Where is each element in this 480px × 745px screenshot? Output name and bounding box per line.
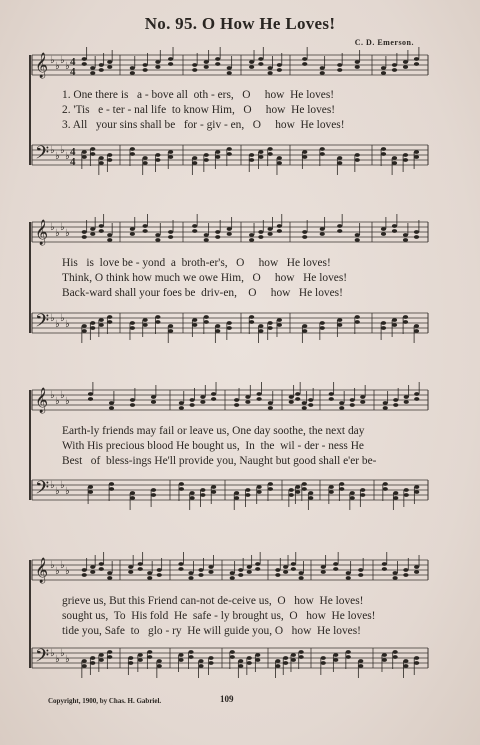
svg-text:♭: ♭: [50, 648, 55, 659]
lyric-line: Back-ward shall your foes be driv-en, O how He loves!: [62, 287, 343, 299]
svg-text:♭: ♭: [65, 654, 70, 665]
lyric-line: His is love be - yond a broth-er's, O how He loves!: [62, 257, 331, 269]
svg-text:♭: ♭: [50, 313, 55, 324]
lyric-line: Best of bless-ings He'll provide you, Naught but good shall e'er be-: [62, 455, 377, 467]
svg-text:♭: ♭: [50, 390, 55, 401]
svg-text:𝄞: 𝄞: [35, 387, 49, 412]
svg-text:♭: ♭: [60, 480, 65, 491]
svg-text:♭: ♭: [50, 222, 55, 233]
hymn-title: No. 95. O How He Loves!: [144, 14, 336, 33]
svg-text:♭: ♭: [55, 566, 60, 577]
composer-credit: C. D. Emerson.: [354, 38, 414, 47]
lyric-line: grieve us, But this Friend can-not de-ceive us, O how He loves!: [62, 595, 364, 607]
svg-text:♭: ♭: [55, 486, 60, 497]
svg-text:♭: ♭: [55, 654, 60, 665]
svg-text:𝄞: 𝄞: [35, 52, 49, 77]
lyric-line: tide you, Safe to glo - ry He will guide you, O how He loves!: [62, 625, 361, 637]
svg-text:♭: ♭: [65, 396, 70, 407]
svg-text:♭: ♭: [50, 55, 55, 66]
svg-text:♭: ♭: [50, 480, 55, 491]
svg-text:♭: ♭: [60, 222, 65, 233]
lyric-line: sought us, To His fold He safe - ly brought us, O how He loves!: [62, 610, 376, 622]
copyright-notice: Copyright, 1900, by Chas. H. Gabriel.: [48, 697, 162, 705]
lyric-line: Earth-ly friends may fail or leave us, One day soothe, the next day: [62, 425, 365, 437]
svg-text:4: 4: [70, 66, 76, 78]
svg-text:4: 4: [70, 56, 76, 68]
svg-text:♭: ♭: [65, 486, 70, 497]
svg-text:♭: ♭: [65, 228, 70, 239]
svg-text:𝄢: 𝄢: [35, 310, 50, 335]
svg-text:𝄞: 𝄞: [35, 557, 49, 582]
svg-text:♭: ♭: [65, 319, 70, 330]
svg-text:♭: ♭: [50, 560, 55, 571]
svg-text:♭: ♭: [65, 61, 70, 72]
svg-text:♭: ♭: [65, 151, 70, 162]
svg-text:♭: ♭: [60, 55, 65, 66]
svg-text:4: 4: [70, 156, 76, 168]
svg-text:♭: ♭: [60, 648, 65, 659]
svg-text:♭: ♭: [60, 390, 65, 401]
svg-text:♭: ♭: [55, 61, 60, 72]
svg-text:𝄢: 𝄢: [35, 142, 50, 167]
svg-text:♭: ♭: [65, 566, 70, 577]
svg-text:𝄢: 𝄢: [35, 645, 50, 670]
lyric-line: 3. All your sins shall be for - giv - en, O how He loves!: [62, 119, 345, 131]
svg-text:♭: ♭: [55, 396, 60, 407]
svg-text:♭: ♭: [60, 145, 65, 156]
lyric-line: 1. One there is a - bove all oth - ers, O how He loves!: [62, 89, 335, 101]
svg-text:♭: ♭: [60, 313, 65, 324]
svg-text:4: 4: [70, 146, 76, 158]
lyric-line: 2. 'Tis e - ter - nal life to know Him, O how He loves!: [62, 104, 336, 116]
svg-text:♭: ♭: [50, 145, 55, 156]
svg-text:♭: ♭: [55, 228, 60, 239]
lyric-line: Think, O think how much we owe Him, O how He loves!: [62, 272, 348, 284]
lyric-line: With His precious blood He bought us, In the wil - der - ness He: [62, 440, 364, 452]
svg-text:𝄞: 𝄞: [35, 219, 49, 244]
svg-text:♭: ♭: [55, 319, 60, 330]
page-number: 109: [220, 694, 234, 704]
svg-text:𝄢: 𝄢: [35, 477, 50, 502]
svg-text:♭: ♭: [60, 560, 65, 571]
svg-text:♭: ♭: [55, 151, 60, 162]
